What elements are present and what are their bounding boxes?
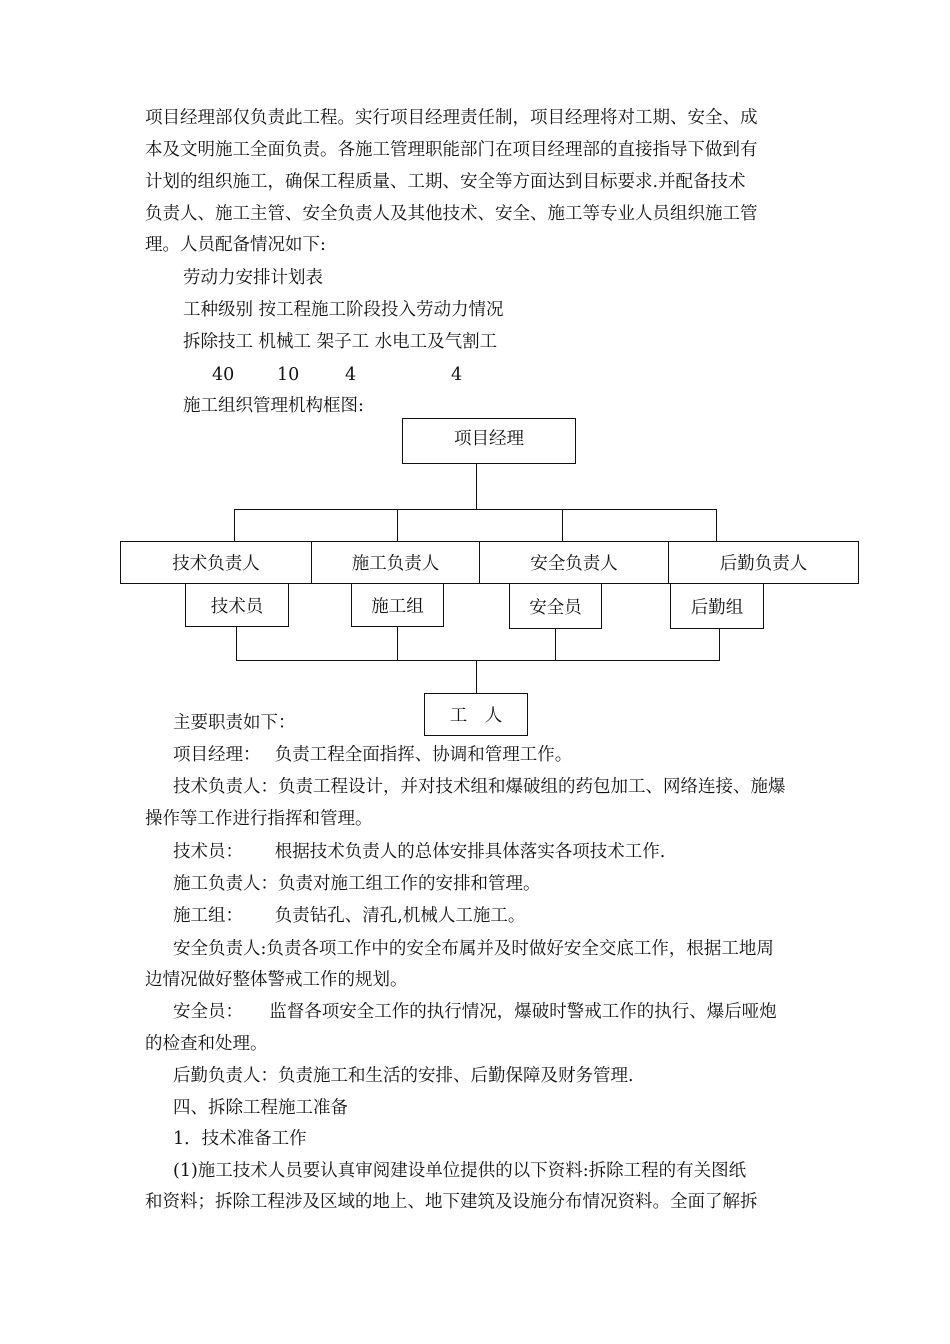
org-box-top <box>402 418 576 464</box>
org-box-label: 项目经理 <box>454 429 524 449</box>
paragraph-line: 计划的组织施工，确保工程质量、工期、安全等方面达到目标要求.并配备技术 <box>145 172 746 192</box>
org-box-staff <box>185 584 289 627</box>
duty-line: 边情况做好整体警戒工作的规划。 <box>145 970 408 990</box>
paragraph-line: 本及文明施工全面负责。各施工管理职能部门在项目经理部的直接指导下做到有 <box>145 140 758 160</box>
labor-table-title: 劳动力安排计划表 <box>183 268 323 288</box>
paragraph-line: 负责人、施工主管、安全负责人及其他技术、安全、施工等专业人员组织施工管 <box>145 204 758 224</box>
org-box-manager <box>479 541 669 584</box>
org-box-label: 技术负责人 <box>172 554 260 574</box>
org-box-manager <box>120 541 312 584</box>
connector-line <box>397 627 398 661</box>
section-heading: 四、拆除工程施工准备 <box>173 1098 348 1118</box>
paragraph-line: 项目经理部仅负责此工程。实行项目经理责任制，项目经理将对工期、安全、成 <box>145 108 758 128</box>
connector-line <box>234 509 235 541</box>
org-box-manager <box>311 541 480 584</box>
labor-count: 10 <box>277 365 300 385</box>
connector-line <box>234 509 717 510</box>
org-box-label: 后勤组 <box>690 597 744 618</box>
duty-line: 施工负责人：负责对施工组工作的安排和管理。 <box>173 874 541 894</box>
connector-line <box>397 509 398 541</box>
org-box-staff <box>509 584 602 629</box>
labor-table-header: 工种级别 按工程施工阶段投入劳动力情况 <box>183 300 504 320</box>
org-box-label: 安全员 <box>529 597 582 618</box>
connector-line <box>716 509 717 541</box>
duty-line: 后勤负责人：负责施工和生活的安排、后勤保障及财务管理. <box>173 1066 634 1086</box>
paragraph-line: 理。人员配备情况如下: <box>145 235 326 255</box>
duty-line: 安全负责人:负责各项工作中的安全布属并及时做好安全交底工作，根据工地周 <box>173 939 774 959</box>
org-box-label: 施工组 <box>371 596 424 617</box>
connector-line <box>555 629 556 661</box>
org-box-label: 施工负责人 <box>351 554 440 574</box>
connector-line <box>476 660 477 693</box>
duty-line: 技术负责人：负责工程设计，并对技术组和爆破组的药包加工、网络连接、施爆 <box>173 777 786 797</box>
labor-count: 40 <box>212 365 235 385</box>
org-box-staff <box>670 584 764 629</box>
org-box-label: 工 人 <box>449 706 503 726</box>
connector-line <box>476 464 477 510</box>
duty-line: 安全员： 监督各项安全工作的执行情况，爆破时警戒工作的执行、爆后哑炮 <box>173 1002 777 1022</box>
duty-line: 操作等工作进行指挥和管理。 <box>145 809 373 829</box>
org-chart-title: 施工组织管理机构框图: <box>183 396 364 416</box>
duties-heading: 主要职责如下： <box>173 713 296 733</box>
org-box-label: 技术员 <box>210 596 264 617</box>
connector-line <box>236 660 720 661</box>
labor-table-types: 拆除技工 机械工 架子工 水电工及气割工 <box>183 332 498 352</box>
labor-count: 4 <box>345 365 357 385</box>
org-box-label: 后勤负责人 <box>719 554 808 574</box>
connector-line <box>236 627 237 661</box>
org-box-bottom <box>424 693 528 736</box>
connector-line <box>719 629 720 661</box>
connector-line <box>562 509 563 541</box>
duty-line: 施工组： 负责钻孔、清孔,机械人工施工。 <box>173 906 526 926</box>
labor-count: 4 <box>451 365 463 385</box>
org-box-label: 安全负责人 <box>530 554 618 574</box>
org-box-manager <box>668 541 859 584</box>
duty-line: 和资料；拆除工程涉及区域的地上、地下建筑及设施分布情况资料。全面了解拆 <box>145 1192 758 1212</box>
duty-line: (1)施工技术人员要认真审阅建设单位提供的以下资料:拆除工程的有关图纸 <box>173 1161 747 1181</box>
duty-line: 技术员： 根据技术负责人的总体安排具体落实各项技术工作. <box>173 842 666 862</box>
duty-line: 项目经理： 负责工程全面指挥、协调和管理工作。 <box>173 745 573 765</box>
org-box-staff <box>351 584 444 627</box>
subsection-heading: 1．技术准备工作 <box>173 1129 307 1149</box>
duty-line: 的检查和处理。 <box>145 1034 268 1054</box>
